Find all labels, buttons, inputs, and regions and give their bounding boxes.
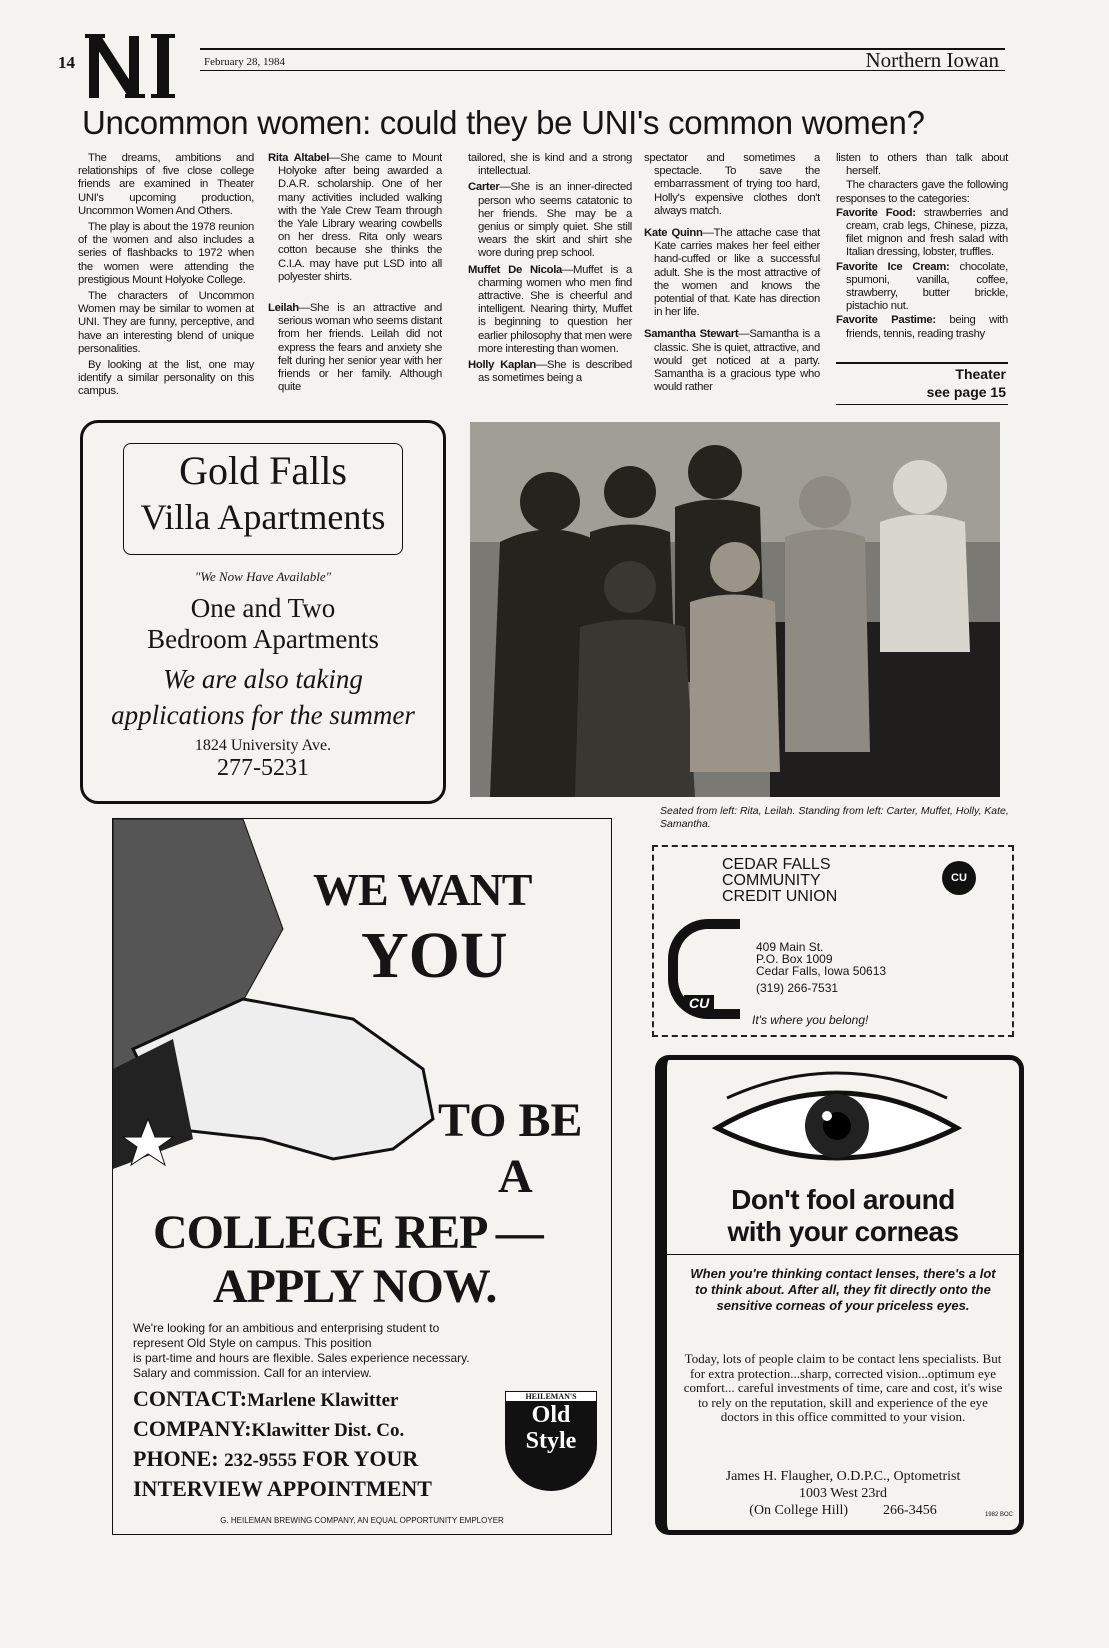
headline-line: with your corneas — [727, 1216, 959, 1247]
ad-signature — [667, 1468, 1019, 1519]
character-entry: Samantha Stewart—Samantha is a classic. She is quiet, attractive, and would get noticed at a party. Samantha is a gracious type who would rather — [644, 328, 820, 394]
ad-headline: TO BE — [438, 1094, 583, 1147]
ad-script-text: We are also taking — [163, 664, 363, 694]
ad-credit-union — [652, 845, 1014, 1037]
company-name: Klawitter Dist. Co. — [251, 1420, 405, 1441]
credit-union-name — [722, 857, 837, 905]
office-area: (On College Hill) — [749, 1503, 849, 1518]
jump-rule-bottom — [836, 404, 1008, 405]
ad-headline: APPLY NOW. — [213, 1260, 497, 1313]
paragraph: By looking at the list, one may identify a similar personality on this campus. — [78, 359, 254, 398]
paragraph: The characters of Uncommon Women may be similar to women at UNI. They are funny, perceptive, and have an interesting blend of unique personalities. — [78, 290, 254, 355]
character-entry: spectator and sometimes a spectacle. To save the embarrassment of trying too hard, Holly's expensive clothes don't always match. — [644, 152, 820, 217]
jump-page: see page 15 — [926, 384, 1006, 400]
cast-photo-image — [470, 422, 1000, 797]
photo-caption: Seated from left: Rita, Leilah. Standing from left: Carter, Muffet, Holly, Kate, Samantha. — [660, 805, 1009, 830]
ad-contact-block — [133, 1385, 432, 1503]
phone-number: 232-9555 — [224, 1450, 297, 1471]
ad-offer: Bedroom Apartments — [147, 624, 379, 654]
ad-body-line: Salary and commission. Call for an interview. — [133, 1366, 372, 1380]
issue-date: February 28, 1984 — [204, 56, 285, 68]
ad-gold-falls — [80, 420, 446, 804]
ad-lead: When you're thinking contact lenses, there's a lot to think about. After all, they fit directly onto the sensitive corneas of your priceless eyes. — [690, 1266, 996, 1313]
credit-union-address — [756, 941, 886, 994]
character-entry: tailored, she is kind and a strong intellectual. — [468, 152, 632, 178]
paragraph: The dreams, ambitions and relationships of five close college friends are examined in Theater UNI's upcoming production, Uncommon Women And Others. — [78, 152, 254, 217]
article-headline: Uncommon women: could they be UNI's common women? — [82, 104, 925, 141]
paragraph: listen to others than talk about herself. — [836, 152, 1008, 178]
character-entry: Kate Quinn—The attache case that Kate carries makes her feel either hand-cuffed or like a successful adult. She is the most attractive of the women and knows the potential of that. Kate has direction in her life. — [644, 227, 820, 319]
company-label: COMPANY: — [133, 1416, 252, 1441]
ad-subtitle: Villa Apartments — [140, 497, 386, 537]
phone-number: (319) 266-7531 — [756, 981, 839, 995]
contact-name: Marlene Klawitter — [247, 1390, 399, 1411]
emblem-text: CU — [951, 872, 967, 884]
article-column-5 — [836, 152, 1008, 342]
ad-script-text: applications for the summer — [111, 700, 415, 730]
ad-body-line: represent Old Style on campus. This position — [133, 1336, 372, 1350]
character-entry: Carter—She is an inner-directed person who seems catatonic to her friends. She may be a genius or simply quiet. She still wears the skirt and shirt she wore during prep school. — [468, 181, 632, 260]
credit-union-emblem — [942, 861, 976, 895]
ad-tagline: "We Now Have Available" — [194, 569, 332, 584]
ad-body — [133, 1321, 470, 1381]
ad-headline: YOU — [361, 919, 508, 992]
headline-line: Don't fool around — [731, 1184, 955, 1215]
name-line: CEDAR FALLS — [722, 856, 831, 873]
character-entry: Holly Kaplan—She is described as sometimes being a — [468, 359, 633, 385]
old-style-logo — [505, 1391, 597, 1491]
ad-footer: G. HEILEMAN BREWING COMPANY, AN EQUAL OPPORTUNITY EMPLOYER — [220, 1516, 504, 1525]
category-entry: Favorite Food: strawberries and cream, crab legs, Chinese, pizza, filet mignon and fresh salad with Italian dressing, lobster, truffles. — [836, 206, 1009, 259]
divider — [667, 1254, 1019, 1255]
ad-title: Gold Falls — [179, 448, 347, 493]
cast-photo — [470, 422, 1000, 797]
jump-line[interactable] — [836, 365, 1006, 401]
office-phone: 266-3456 — [883, 1503, 937, 1518]
category-entry: Favorite Ice Cream: chocolate, spumoni, vanilla, coffee, strawberry, butter brickle, pistachio nut. — [836, 260, 1009, 313]
ad-headline: WE WANT — [313, 864, 532, 915]
ad-slogan: It's where you belong! — [752, 1013, 869, 1027]
address-line: P.O. Box 1009 — [756, 952, 833, 966]
ad-headline: A — [498, 1150, 533, 1203]
paragraph: The play is about the 1978 reunion of the women and also includes a series of flashbacks to 1972 when the women were attending the prestigious Mount Holyoke College. — [78, 221, 254, 286]
ad-optometrist — [655, 1055, 1024, 1535]
address-line: 409 Main St. — [756, 940, 824, 954]
eye-illustration — [707, 1068, 967, 1178]
ad-headline: COLLEGE REP — — [153, 1206, 543, 1259]
ad-cta: INTERVIEW APPOINTMENT — [133, 1476, 432, 1501]
character-entry: Rita Altabel—She came to Mount Holyoke after being awarded a D.A.R. scholarship. One of her many activities included walking with the Yale Crew Team through the Yale Library wearing cowbells on her dress. Rita only wears cotton because she thinks the C.I.A. may have put LSD into all polyester shirts. — [268, 152, 443, 283]
doctor-name: James H. Flaugher, O.D.P.C., Optometrist — [725, 1469, 961, 1484]
article-column-2 — [268, 152, 442, 397]
logo-text: Style — [525, 1428, 577, 1454]
address-line: Cedar Falls, Iowa 50613 — [756, 964, 887, 978]
article-column-1 — [78, 152, 254, 402]
ad-body-line: We're looking for an ambitious and enterprising student to — [133, 1321, 440, 1335]
article-column-3 — [468, 152, 632, 388]
ad-body: Today, lots of people claim to be contact lens specialists. But for extra protection...sharp, corrected vision...optimum eye comfort... careful investments of time, care and cost, it's wise to rely on the reputation, skill and experience of the eye doctors in this office committed to your vision. — [683, 1351, 1003, 1424]
jump-rule — [836, 362, 1008, 364]
article-column-4 — [644, 152, 820, 397]
logo-text: Old — [531, 1402, 571, 1428]
phone-label: PHONE: — [133, 1446, 219, 1471]
ad-old-style — [112, 818, 612, 1535]
ad-offer: One and Two — [190, 593, 336, 623]
ad-phone: 277-5231 — [217, 755, 309, 781]
category-entry: Favorite Pastime: being with friends, tennis, reading trashy — [836, 314, 1008, 340]
character-entry: Leilah—She is an attractive and serious woman who seems distant from her friends. Leilah did not express the fears and anxiety she felt during her senior year with her friends or her family. Although quite — [268, 302, 442, 394]
cu-logo-text: CU — [684, 995, 714, 1011]
logo-text: HEILEMAN'S — [505, 1391, 597, 1402]
ad-body-line: is part-time and hours are flexible. Sales experience necessary. — [133, 1351, 470, 1365]
office-address: 1003 West 23rd — [798, 1486, 888, 1501]
jump-section: Theater — [955, 366, 1006, 382]
ad-address: 1824 University Ave. — [194, 737, 332, 754]
ad-cta: FOR YOUR — [302, 1446, 419, 1471]
contact-label: CONTACT: — [133, 1386, 248, 1411]
paper-name: Northern Iowan — [865, 48, 999, 72]
ad-title-box — [123, 443, 403, 555]
page-number: 14 — [58, 53, 75, 72]
name-line: CREDIT UNION — [722, 888, 838, 905]
ad-credit: 1982 BOC — [984, 1512, 1013, 1518]
character-entry: Muffet De Nicola—Muffet is a charming women who men find attractive. She is cheerful and intelligent. Nearing thirty, Muffet is beginning to question her earlier philosophy that men were more interesting than women. — [468, 263, 632, 355]
masthead-logo — [85, 34, 195, 100]
ad-headline — [667, 1184, 1019, 1248]
paragraph: The characters gave the following responses to the categories: — [836, 179, 1008, 205]
name-line: COMMUNITY — [722, 872, 821, 889]
